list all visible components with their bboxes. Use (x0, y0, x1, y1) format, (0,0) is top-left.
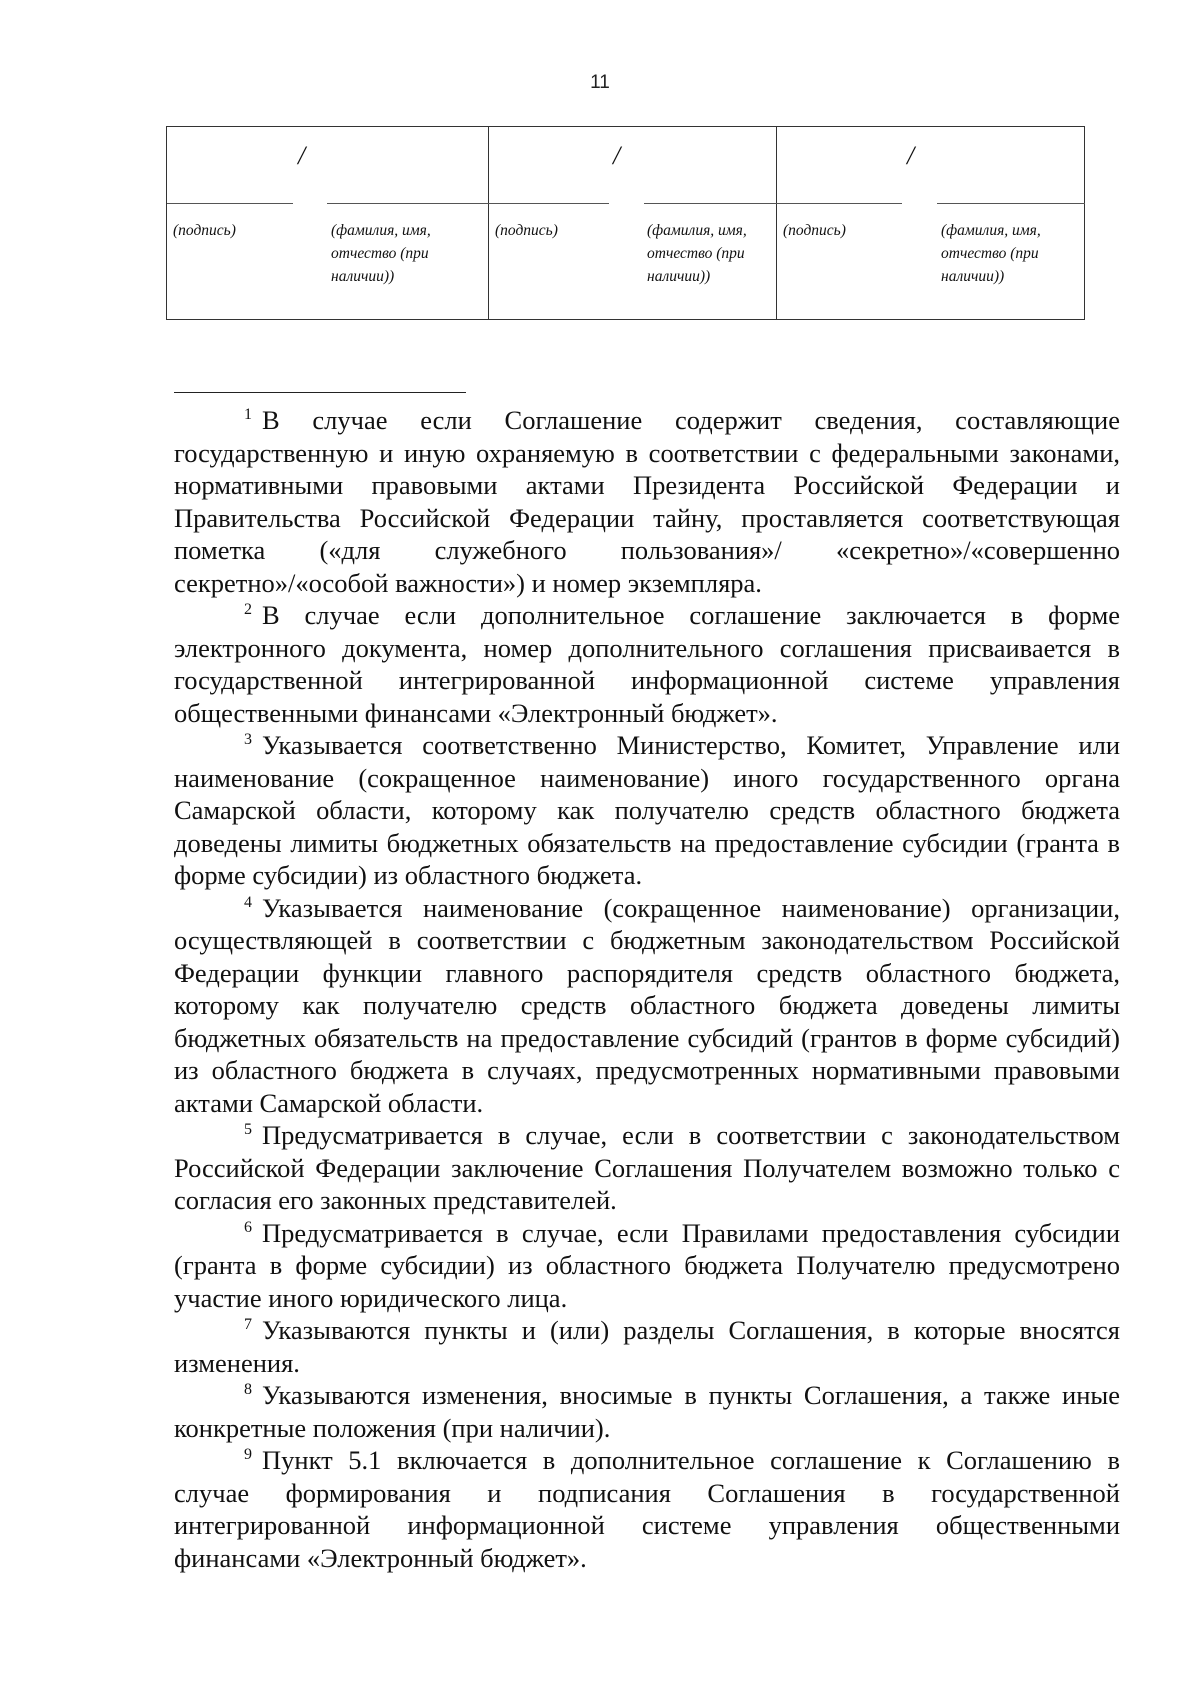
signature-slash: / (298, 141, 306, 170)
footnote-text: В случае если дополнительное соглашение заключается в форме электронного документа, номер дополнительного соглашения присваивается в государственной интегрированной информационной системе управления общественными финансами «Электронный бюджет». (174, 600, 1120, 728)
signature-table (166, 126, 1085, 320)
signature-line (489, 203, 609, 204)
signature-cell-3 (777, 127, 1085, 320)
page-number: 11 (590, 72, 610, 93)
footnote-separator (174, 392, 466, 393)
footnote-8 (174, 1379, 1120, 1444)
signature-slash: / (907, 141, 915, 170)
footnote-number: 3 (244, 731, 252, 749)
footnote-text: Указывается соответственно Министерство, Комитет, Управление или наименование (сокращенное наименование) иного государственного органа Самарской области, которому как получателю средств областного бюджета доведены лимиты бюджетных обязательств на предоставление субсидии (гранта в форме субсидии) из областного бюджета. (174, 730, 1120, 890)
footnote-number: 6 (244, 1218, 252, 1236)
signature-caption: (подпись) (173, 222, 236, 239)
footnote-number: 5 (244, 1121, 252, 1139)
footnote-text: Указывается наименование (сокращенное наименование) организации, осуществляющей в соответствии с бюджетным законодательством Российской Федерации функции главного распорядителя средств областного бюджета, которому как получателю средств областного бюджета доведены лимиты бюджетных обязательств на предоставление субсидий (грантов в форме субсидий) из областного бюджета в случаях, предусмотренных нормативными правовыми актами Самарской области. (174, 892, 1120, 1118)
footnote-7 (174, 1314, 1120, 1379)
name-line (937, 203, 1085, 204)
footnote-number: 7 (244, 1316, 252, 1334)
footnote-text: Указываются пункты и (или) разделы Соглашения, в которые вносятся изменения. (174, 1315, 1120, 1378)
signature-line (167, 203, 293, 204)
footnote-number: 9 (244, 1446, 252, 1464)
footnote-5 (174, 1119, 1120, 1217)
footnote-text: Указываются изменения, вносимые в пункты Соглашения, а также иные конкретные положения (при наличии). (174, 1380, 1120, 1443)
footnote-text: Предусматривается в случае, если Правилами предоставления субсидии (гранта в форме субсидии) из областного бюджета Получателю предусмотрено участие иного юридического лица. (174, 1217, 1120, 1313)
footnote-1 (174, 404, 1120, 599)
signature-line (777, 203, 902, 204)
name-caption: (фамилия, имя, отчество (при наличии)) (647, 222, 747, 285)
footnote-number: 2 (244, 601, 252, 619)
name-caption: (фамилия, имя, отчество (при наличии)) (941, 222, 1041, 285)
signature-cell-2 (489, 127, 777, 320)
name-line (644, 203, 777, 204)
footnote-4 (174, 892, 1120, 1120)
footnote-9 (174, 1444, 1120, 1574)
footnote-6 (174, 1217, 1120, 1315)
footnote-text: Предусматривается в случае, если в соответствии с законодательством Российской Федерации заключение Соглашения Получателем возможно только с согласия его законных представителей. (174, 1120, 1120, 1215)
footnote-2 (174, 599, 1120, 729)
footnote-text: В случае если Соглашение содержит сведения, составляющие государственную и иную охраняемую в соответствии с федеральными законами, нормативными правовыми актами Президента Российской Федерации и Правительства Российской Федерации тайну, проставляется соответствующая пометка («для служебного пользования»/ «секретно»/«совершенно секретно»/«особой важности») и номер экземпляра. (174, 405, 1120, 598)
footnote-number: 8 (244, 1381, 252, 1399)
signature-caption: (подпись) (495, 222, 558, 239)
footnote-number: 4 (244, 893, 252, 911)
footnote-text: Пункт 5.1 включается в дополнительное соглашение к Соглашению в случае формирования и подписания Соглашения в государственной интегрированной информационной системе управления общественными финансами «Электронный бюджет». (174, 1445, 1120, 1573)
signature-slash: / (613, 141, 621, 170)
footnotes (174, 404, 1120, 1574)
footnote-3 (174, 729, 1120, 892)
signature-cell-1 (167, 127, 489, 320)
name-caption: (фамилия, имя, отчество (при наличии)) (331, 222, 431, 285)
signature-caption: (подпись) (783, 222, 846, 239)
name-line (327, 203, 489, 204)
footnote-number: 1 (244, 406, 252, 424)
